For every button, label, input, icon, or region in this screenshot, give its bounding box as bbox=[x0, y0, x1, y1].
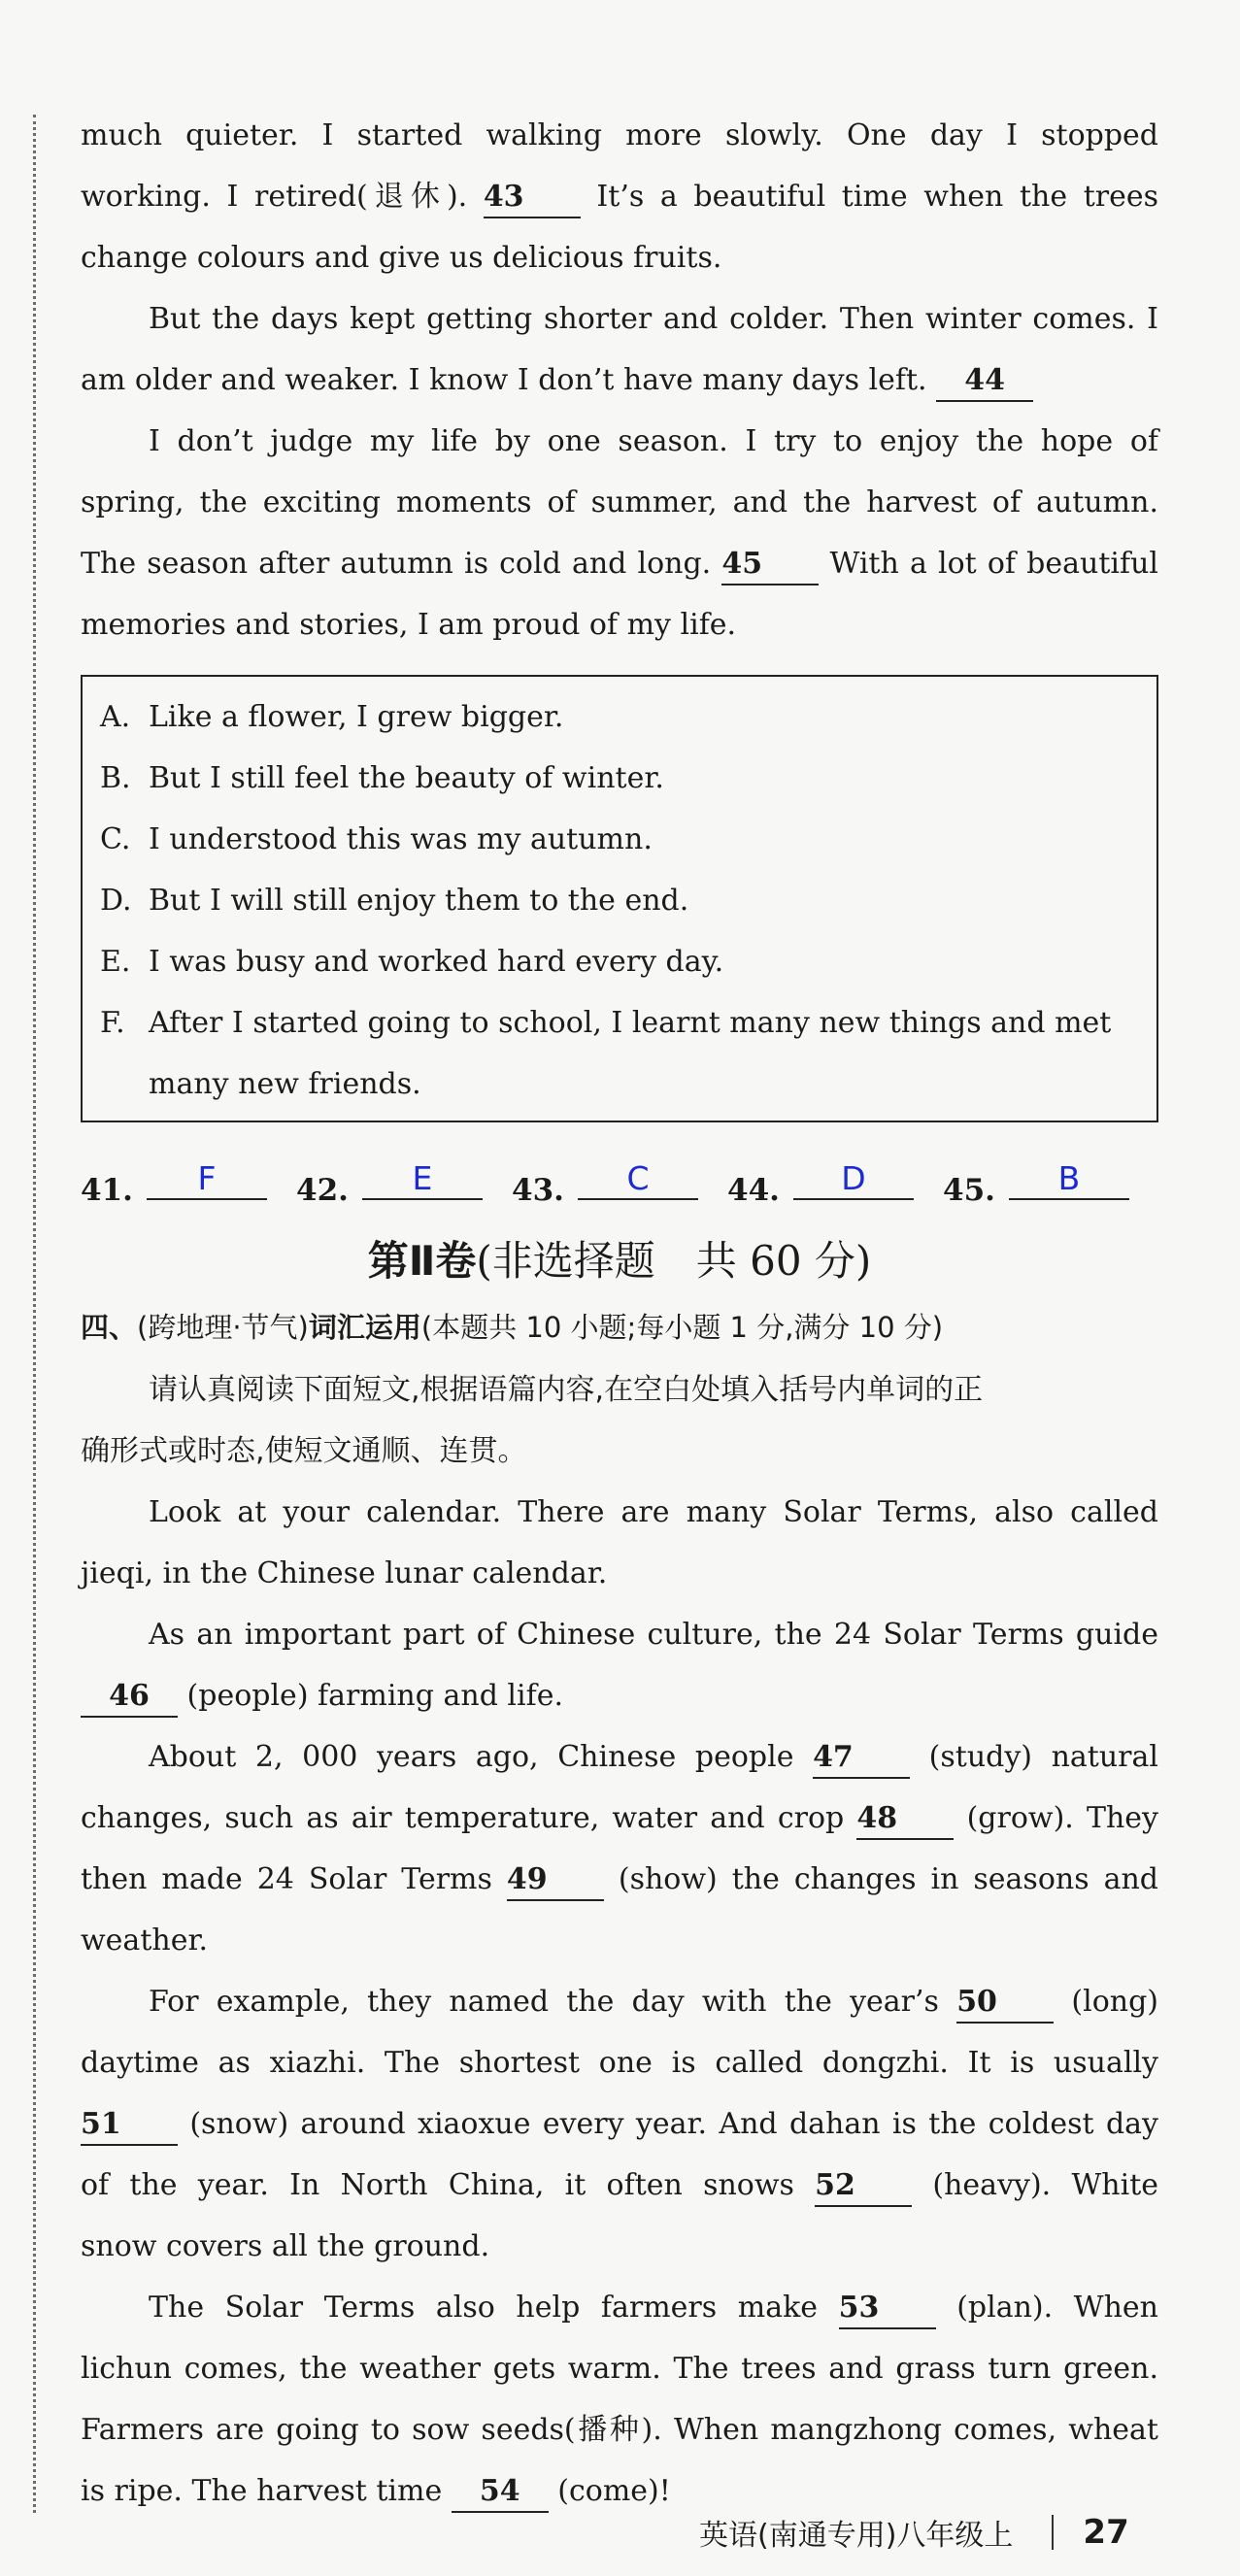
answer-number: 44. bbox=[727, 1173, 780, 1208]
page-content bbox=[81, 105, 1158, 2522]
answer-44[interactable]: D bbox=[793, 1159, 914, 1200]
text-line: spring, the exciting moments of summer, and the harvest of autumn. bbox=[81, 485, 1158, 519]
binding-margin-line bbox=[33, 115, 36, 2513]
text-line: But the days kept getting shorter and colder. Then winter comes. I bbox=[149, 302, 1158, 336]
text-line: The Solar Terms also help farmers make 53 (plan). When bbox=[81, 2277, 1158, 2338]
blank-48[interactable]: 48 bbox=[856, 1799, 954, 1840]
blank-46[interactable]: 46 bbox=[81, 1677, 178, 1718]
answer-45[interactable]: B bbox=[1009, 1159, 1129, 1200]
footer-divider bbox=[1052, 2515, 1054, 2550]
text-line: 51 (snow) around xiaoxue every year. And dahan is the coldest day bbox=[81, 2093, 1158, 2155]
answer-number: 41. bbox=[81, 1173, 133, 1208]
text-line: memories and stories, I am proud of my life. bbox=[81, 608, 737, 642]
blank-52[interactable]: 52 bbox=[815, 2166, 912, 2207]
answer-number: 45. bbox=[943, 1173, 995, 1208]
text-line: I don’t judge my life by one season. I try to enjoy the hope of bbox=[149, 424, 1158, 458]
text-line: lichun comes, the weather gets warm. The trees and grass turn green. bbox=[81, 2352, 1158, 2386]
text-line: jieqi, in the Chinese lunar calendar. bbox=[81, 1556, 608, 1590]
text-line: am older and weaker. I know I don’t have many days left. 44 bbox=[81, 350, 1158, 411]
text-line: snow covers all the ground. bbox=[81, 2229, 490, 2263]
text-line: 46 (people) farming and life. bbox=[81, 1665, 1158, 1726]
blank-47[interactable]: 47 bbox=[813, 1738, 910, 1779]
blank-54[interactable]: 54 bbox=[452, 2472, 549, 2513]
text-line: daytime as xiazhi. The shortest one is called dongzhi. It is usually bbox=[81, 2046, 1158, 2080]
text-line: is ripe. The harvest time 54 (come)! bbox=[81, 2460, 1158, 2522]
answer-number: 42. bbox=[296, 1173, 349, 1208]
text-line: Look at your calendar. There are many Solar Terms, also called bbox=[149, 1495, 1158, 1529]
text-line: The season after autumn is cold and long. 45 With a lot of beautiful bbox=[81, 533, 1158, 594]
text-line: then made 24 Solar Terms 49 (show) the changes in seasons and bbox=[81, 1849, 1158, 1910]
answer-41[interactable]: F bbox=[147, 1159, 267, 1200]
instruction-line: 确形式或时态,使短文通顺、连贯。 bbox=[81, 1434, 527, 1468]
text-line: For example, they named the day with the year’s 50 (long) bbox=[81, 1971, 1158, 2032]
blank-53[interactable]: 53 bbox=[839, 2289, 936, 2329]
text-line: change colours and give us delicious fruits. bbox=[81, 241, 722, 275]
text-line: Farmers are going to sow seeds(播种). When mangzhong comes, wheat bbox=[81, 2413, 1158, 2447]
answer-number: 43. bbox=[512, 1173, 564, 1208]
page-footer bbox=[699, 2503, 1185, 2561]
footer-subject: 英语(南通专用)八年级上 bbox=[699, 2519, 1014, 2553]
blank-50[interactable]: 50 bbox=[956, 1983, 1054, 2024]
answer-row bbox=[81, 1122, 1158, 1208]
text-line: weather. bbox=[81, 1924, 209, 1957]
page-number: 27 bbox=[1083, 2513, 1129, 2552]
blank-44[interactable]: 44 bbox=[936, 361, 1033, 402]
option-f: F. After I started going to school, I learnt many new things and met bbox=[100, 1006, 1112, 1040]
option-f-continued: many new friends. bbox=[149, 1067, 421, 1101]
text-line: of the year. In North China, it often snows 52 (heavy). White bbox=[81, 2155, 1158, 2216]
part-heading: 四、(跨地理·节气)词汇运用(本题共 10 小题;每小题 1 分,满分 10 分) bbox=[81, 1311, 944, 1344]
answer-43[interactable]: C bbox=[578, 1159, 698, 1200]
text-line: changes, such as air temperature, water and crop 48 (grow). They bbox=[81, 1788, 1158, 1849]
text-line: About 2, 000 years ago, Chinese people 47 (study) natural bbox=[81, 1726, 1158, 1788]
text-line: working. I retired(退休). 43 It’s a beautiful time when the trees bbox=[81, 166, 1158, 227]
blank-51[interactable]: 51 bbox=[81, 2105, 178, 2146]
option-c: C. I understood this was my autumn. bbox=[100, 822, 653, 856]
option-d: D. But I will still enjoy them to the end. bbox=[100, 884, 689, 918]
options-box bbox=[81, 675, 1158, 1122]
text-line: much quieter. I started walking more slowly. One day I stopped bbox=[81, 118, 1158, 152]
instruction-line: 请认真阅读下面短文,根据语篇内容,在空白处填入括号内单词的正 bbox=[149, 1373, 984, 1407]
option-e: E. I was busy and worked hard every day. bbox=[100, 945, 724, 979]
section-title: 第Ⅱ卷(非选择题 共 60 分) bbox=[367, 1237, 872, 1285]
answer-42[interactable]: E bbox=[362, 1159, 483, 1200]
option-b: B. But I still feel the beauty of winter. bbox=[100, 761, 664, 795]
blank-45[interactable]: 45 bbox=[721, 545, 819, 585]
text-line: As an important part of Chinese culture, the 24 Solar Terms guide bbox=[149, 1618, 1158, 1652]
blank-43[interactable]: 43 bbox=[484, 178, 581, 218]
option-a: A. Like a flower, I grew bigger. bbox=[100, 700, 564, 734]
blank-49[interactable]: 49 bbox=[507, 1860, 604, 1901]
